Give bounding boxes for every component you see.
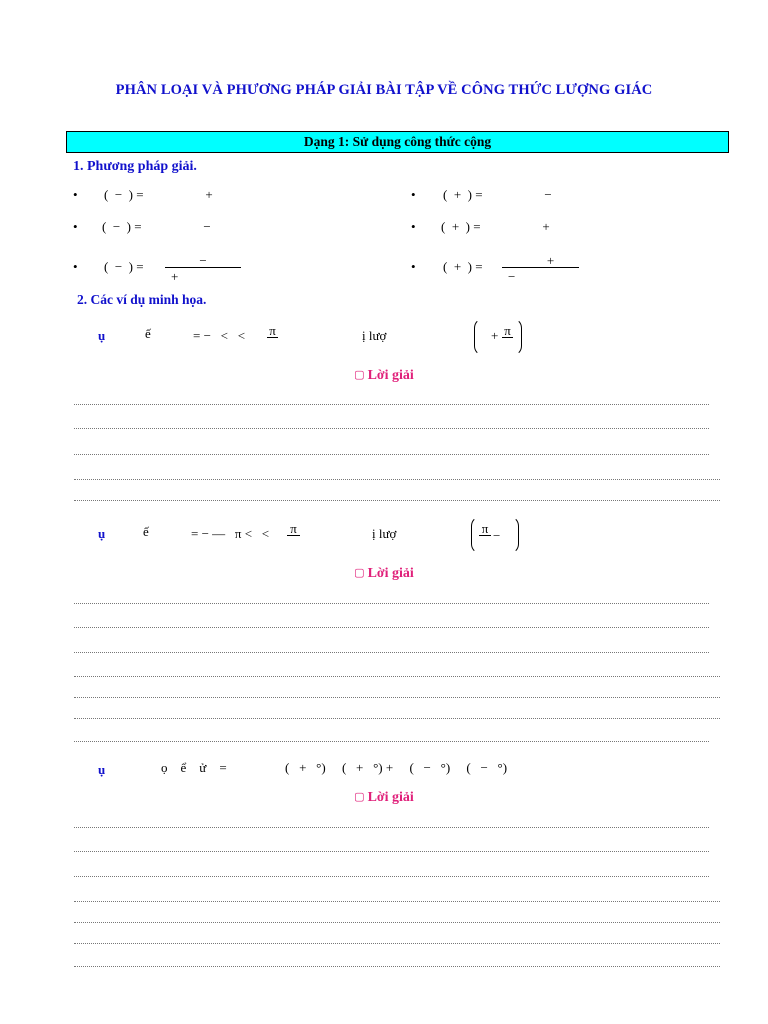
checkbox-icon: ▢ — [354, 567, 365, 579]
fraction-numerator: − — [199, 253, 207, 268]
fraction-bar — [502, 267, 579, 268]
fraction-denominator: − — [508, 269, 516, 284]
formula-left-2: ( − ) = − — [102, 219, 211, 234]
bullet: • — [411, 259, 416, 274]
formula-left-3: ( − ) = — [104, 259, 144, 274]
section-banner: Dạng 1: Sử dụng công thức cộng — [66, 131, 729, 153]
answer-line — [74, 603, 709, 604]
solution-label: Lời giải — [367, 368, 414, 383]
checkbox-icon: ▢ — [354, 369, 365, 381]
answer-line — [74, 676, 720, 677]
solution-heading — [0, 566, 768, 582]
answer-line — [74, 697, 720, 698]
answer-line — [74, 741, 709, 742]
example-text: ọ ể ử = — [161, 760, 227, 775]
answer-line — [74, 851, 709, 852]
example-minus: − — [493, 528, 501, 543]
answer-line — [74, 876, 709, 877]
answer-line — [74, 454, 709, 455]
formula-right-2: ( + ) = + — [441, 219, 550, 234]
example-text: ị lượ — [362, 328, 387, 343]
fraction-numerator: π — [504, 323, 511, 338]
fraction-bar — [165, 267, 241, 268]
formula-left-1: ( − ) = + — [104, 187, 213, 202]
fraction-bar — [479, 535, 491, 536]
example-text: ế — [143, 524, 149, 539]
answer-line — [74, 500, 720, 501]
example-label: ụ — [98, 762, 106, 777]
fraction-numerator: π — [290, 521, 297, 536]
answer-line — [74, 479, 720, 480]
fraction-denominator: + — [171, 269, 179, 284]
solution-label: Lời giải — [367, 566, 414, 581]
formula-right-1: ( + ) = − — [443, 187, 552, 202]
method-heading: 1. Phương pháp giải. — [73, 159, 197, 174]
answer-line — [74, 627, 709, 628]
page-title: PHÂN LOẠI VÀ PHƯƠNG PHÁP GIẢI BÀI TẬP VỀ CÔNG THỨC LƯỢNG GIÁC — [115, 82, 653, 98]
bullet: • — [73, 187, 78, 202]
answer-line — [74, 428, 709, 429]
bullet: • — [73, 259, 78, 274]
fraction-bar — [267, 337, 278, 338]
example-label: ụ — [98, 526, 106, 541]
fraction-numerator: + — [546, 253, 555, 268]
answer-line — [74, 966, 720, 967]
answer-line — [74, 718, 720, 719]
fraction-bar — [287, 535, 300, 536]
fraction-numerator: π — [481, 521, 489, 536]
bullet: • — [411, 187, 416, 202]
examples-heading: 2. Các ví dụ minh họa. — [77, 292, 207, 307]
example-text: ị lượ — [372, 526, 397, 541]
answer-line — [74, 404, 709, 405]
example-text: ế — [145, 326, 151, 341]
formula-right-3: ( + ) = — [443, 259, 483, 274]
answer-line — [74, 652, 709, 653]
solution-heading — [0, 368, 768, 384]
answer-line — [74, 922, 720, 923]
solution-heading — [0, 790, 768, 806]
answer-line — [74, 901, 720, 902]
example-condition: = − < < — [193, 328, 246, 343]
example-condition: = − — π < < — [191, 526, 270, 541]
example-plus: + — [491, 328, 499, 343]
example-expression: ( + °) ( + °) + ( − °) ( − °) — [285, 760, 508, 775]
checkbox-icon: ▢ — [354, 791, 365, 803]
example-label: ụ — [98, 328, 106, 343]
answer-line — [74, 827, 709, 828]
fraction-numerator: π — [269, 323, 276, 338]
bullet: • — [73, 219, 78, 234]
fraction-bar — [502, 337, 513, 338]
solution-label: Lời giải — [367, 790, 414, 805]
bullet: • — [411, 219, 416, 234]
answer-line — [74, 943, 720, 944]
